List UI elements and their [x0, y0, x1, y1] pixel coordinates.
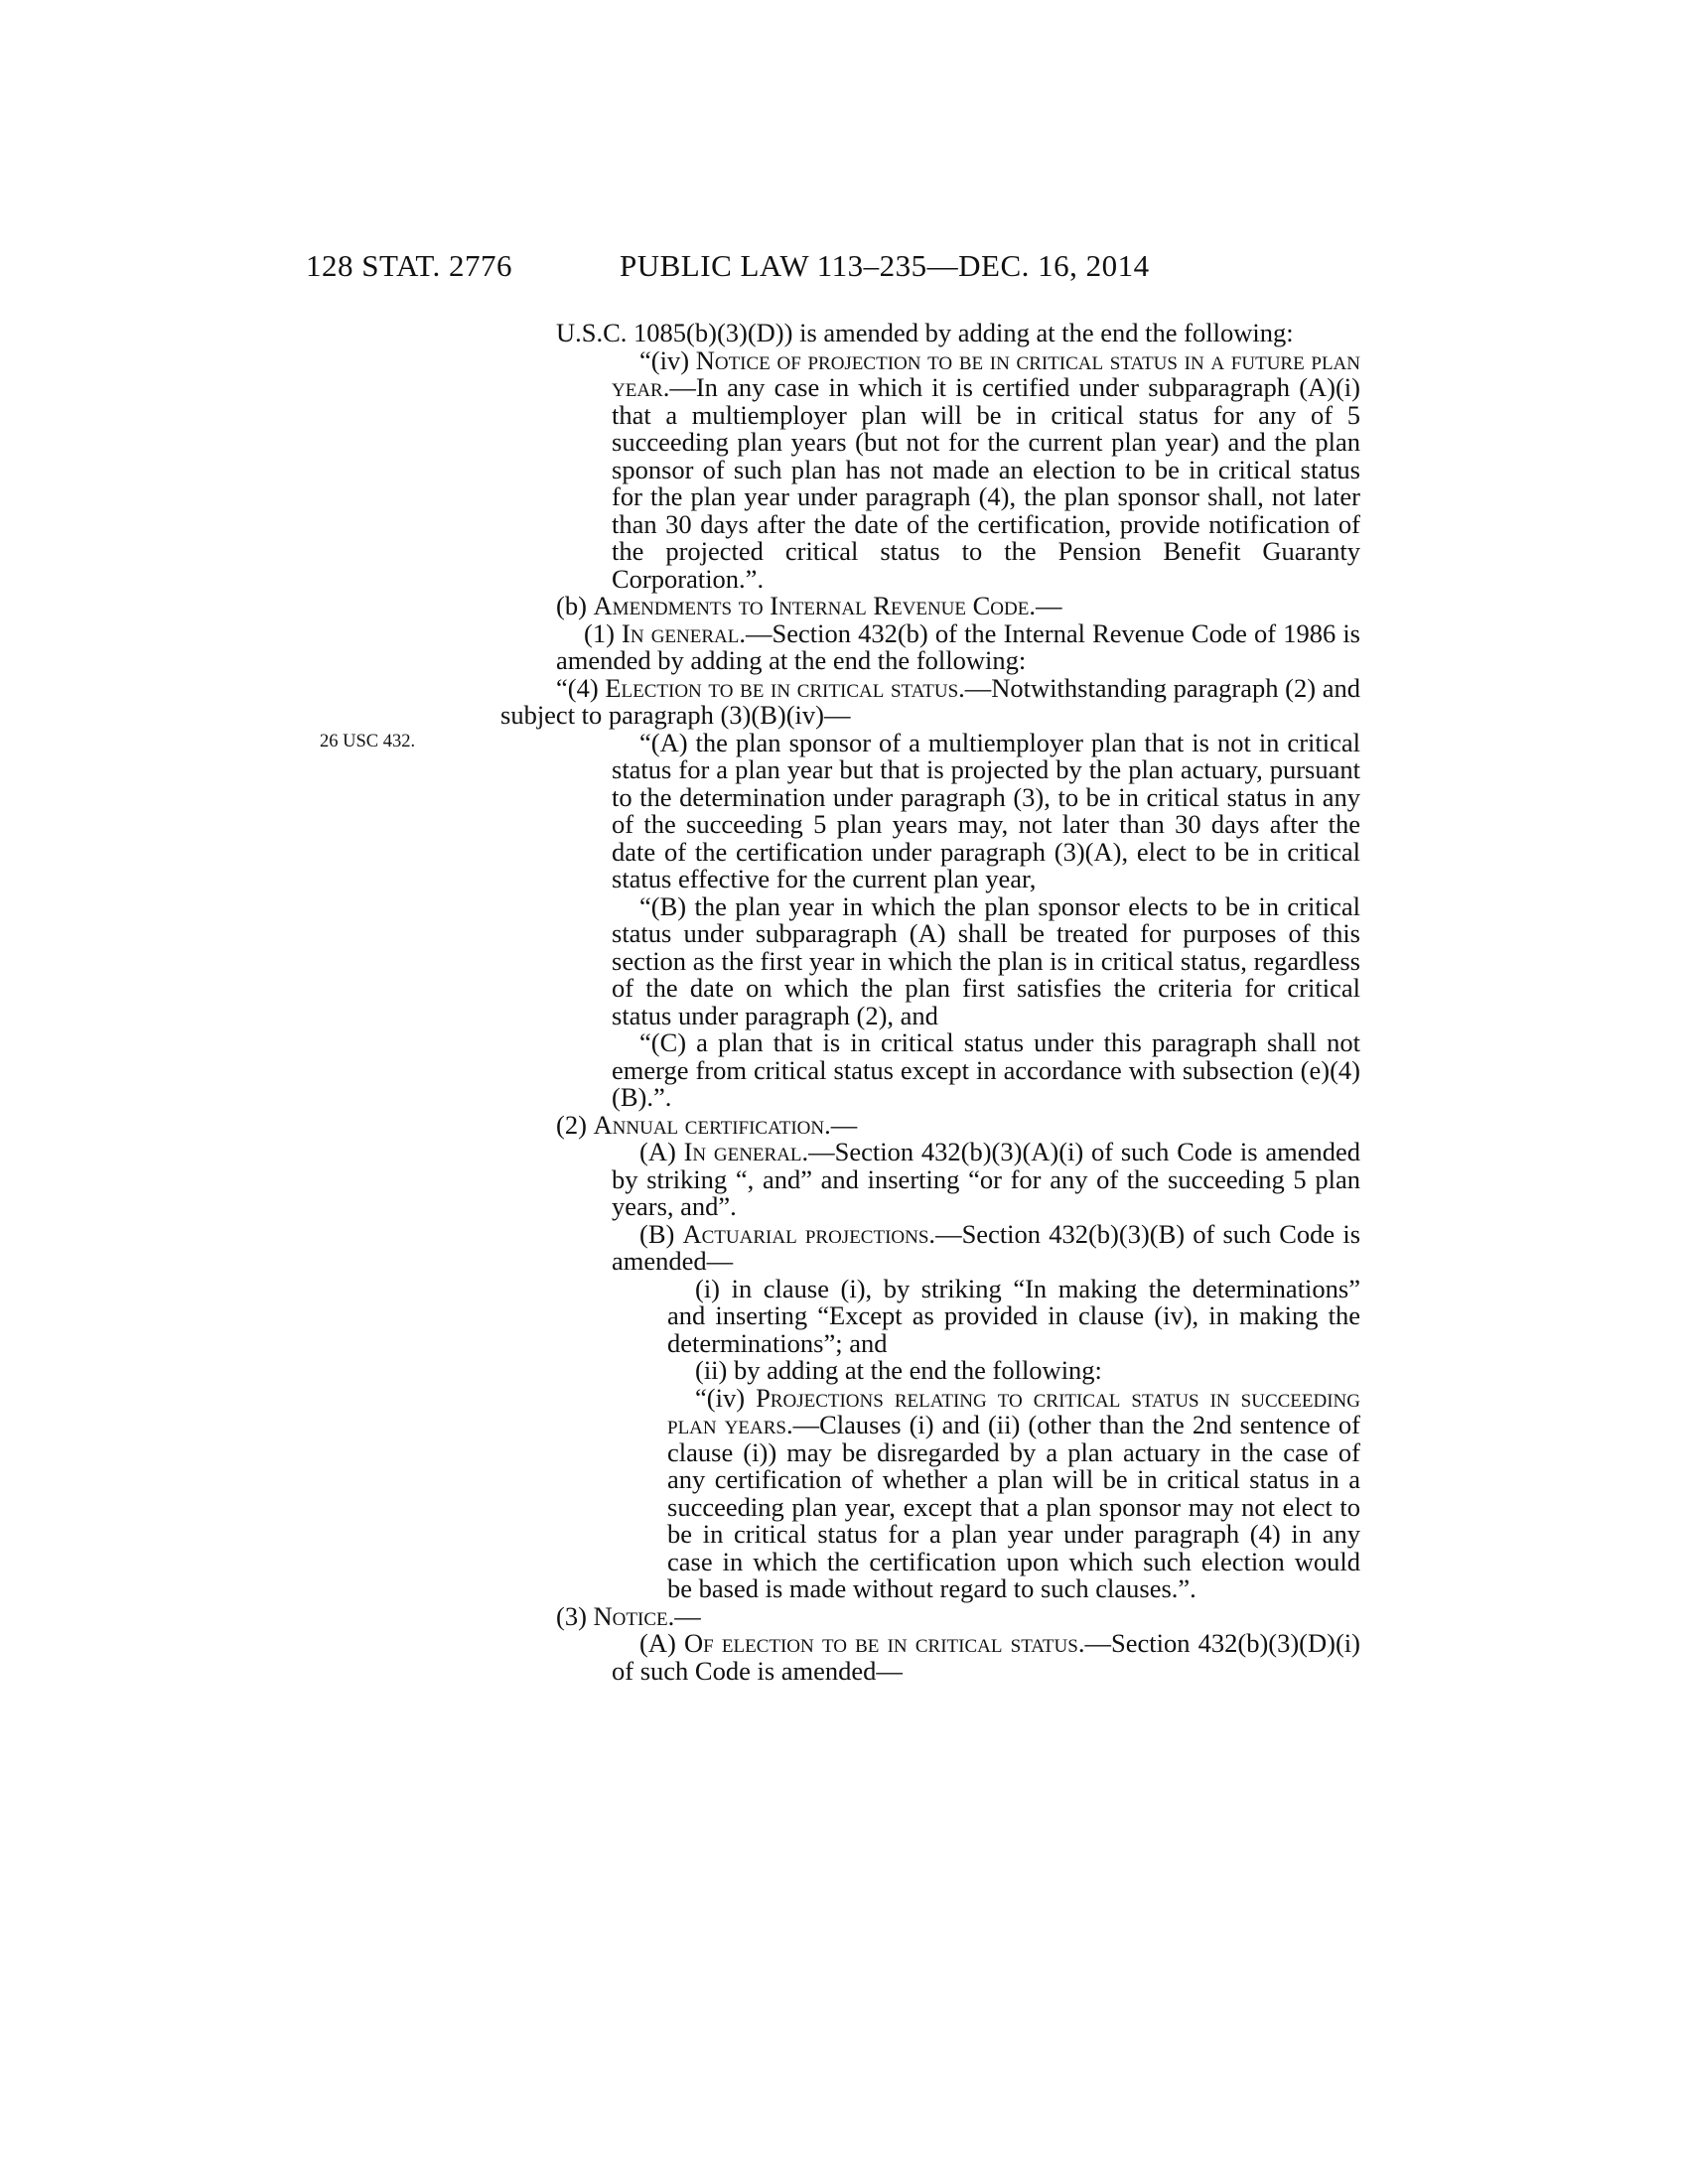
paragraph-heading: In general. — [622, 617, 746, 648]
subparagraph-heading: In general. — [683, 1137, 809, 1166]
page-reference: 128 STAT. 2776 — [306, 248, 513, 283]
subparagraph-heading: Actuarial projections. — [682, 1218, 936, 1249]
paragraph-iv-notice-projection — [556, 344, 1360, 594]
subparagraph-heading: Of election to be in critical status. — [683, 1628, 1085, 1658]
paragraph-label: (2) — [556, 1109, 594, 1140]
subparagraph-text: —Section 432(b)(3)(B) of such Code is amended— — [612, 1218, 1361, 1276]
subparagraph-text: —Section 432(b)(3)(D)(i) of such Code is amended— — [612, 1628, 1360, 1686]
clause-heading: Projections relating to critical status in succeeding plan years. — [667, 1382, 1360, 1439]
margin-citation: 26 USC 432. — [320, 732, 416, 751]
paragraph-text: —Notwithstanding paragraph (2) and subject to paragraph (3)(B)(iv)— — [500, 672, 1360, 730]
statute-body — [500, 318, 1361, 1686]
paragraph-heading: Annual certification. — [593, 1109, 831, 1140]
paragraph-tail: — — [830, 1109, 858, 1140]
subparagraph-3A — [556, 1630, 1360, 1685]
paragraph-4-election — [500, 672, 1360, 730]
paragraph-3-heading — [556, 1600, 1360, 1631]
subsection-heading: Amendments to Internal Revenue Code. — [593, 591, 1036, 620]
paragraph-heading: Election to be in critical status. — [605, 672, 965, 703]
clause-text: —In any case in which it is certified under subparagraph (A)(i) that a multiemployer plan will be in critical status for any of 5 succeeding plan years (but not for the current plan year) and the plan sponsor of such plan has not made an election to be in critical status for the plan year under paragraph (4), the plan sponsor shall, not later than 30 days after the date of the certification, provide notification of the projected critical status to the Pension Benefit Guaranty Corporation.”. — [612, 372, 1360, 594]
clause-iv-projections — [556, 1382, 1360, 1603]
subparagraph-label: (A) — [639, 1628, 684, 1658]
subparagraph-A: “(A) the plan sponsor of a multiemployer plan that is not in critical status for a plan year but that is projected by the plan actuary, pursuant to the determination under paragraph (3), to be in critical status in any of the succeeding 5 plan years may, not later than 30 days after the date of the certification under paragraph (3)(A), elect to be in critical status effective for the current plan year, — [612, 727, 1360, 893]
page-header-title: PUBLIC LAW 113–235—DEC. 16, 2014 — [620, 248, 1150, 283]
subparagraph-text: —Section 432(b)(3)(A)(i) of such Code is amended by striking “, and” and inserting “or for any of the succeeding 5 plan years, and”. — [612, 1137, 1360, 1221]
clause-label: “(iv) — [695, 1382, 757, 1413]
subparagraph-C: “(C) a plan that is in critical status under this paragraph shall not emerge from critical status except in accordance with subsection (e)(4)(B).”. — [612, 1027, 1360, 1112]
subparagraph-label: (A) — [639, 1137, 684, 1166]
clause-i: (i) in clause (i), by striking “In making the determinations” and inserting “Except as provided in clause (iv), in making the determinations”; and — [667, 1273, 1360, 1358]
subparagraph-2B — [556, 1218, 1361, 1276]
subparagraph-2A — [556, 1139, 1360, 1221]
clause-heading: Notice of projection to be in critical status in a future plan year. — [612, 344, 1360, 402]
subparagraph-B: “(B) the plan year in which the plan sponsor elects to be in critical status under subparagraph (A) shall be treated for purposes of this section as the first year in which the plan is in critical status, regardless of the date on which the plan first satisfies the criteria for critical status under paragraph (2), and — [612, 890, 1360, 1030]
paragraph-text: —Section 432(b) of the Internal Revenue Code of 1986 is amended by adding at the end the following: — [556, 617, 1360, 675]
paragraph-heading: Notice. — [593, 1600, 675, 1631]
subparagraph-label: (B) — [639, 1218, 683, 1249]
paragraph-2-heading — [556, 1109, 1360, 1140]
paragraph-label: (1) — [584, 617, 623, 648]
subsection-tail: — — [1035, 591, 1062, 620]
clause-ii: (ii) by adding at the end the following: — [695, 1355, 1102, 1385]
paragraph-intro: U.S.C. 1085(b)(3)(D)) is amended by adding at the end the following: — [556, 318, 1294, 347]
clause-label: “(iv) — [639, 344, 696, 375]
paragraph-label: “(4) — [556, 672, 606, 703]
paragraph-label: (3) — [556, 1600, 594, 1631]
subsection-b-heading — [500, 593, 1360, 620]
paragraph-1-in-general — [556, 617, 1360, 675]
clause-text: —Clauses (i) and (ii) (other than the 2nd sentence of clause (i)) may be disregarded by a plan actuary in the case of any certification of whether a plan will be in critical status in a succeeding plan year, except that a plan sponsor may not elect to be in critical status for a plan year under paragraph (4) in any case in which the certification upon which such election would be based is made without regard to such clauses.”. — [667, 1410, 1360, 1603]
paragraph-tail: — — [674, 1600, 701, 1631]
subsection-label: (b) — [556, 591, 594, 620]
